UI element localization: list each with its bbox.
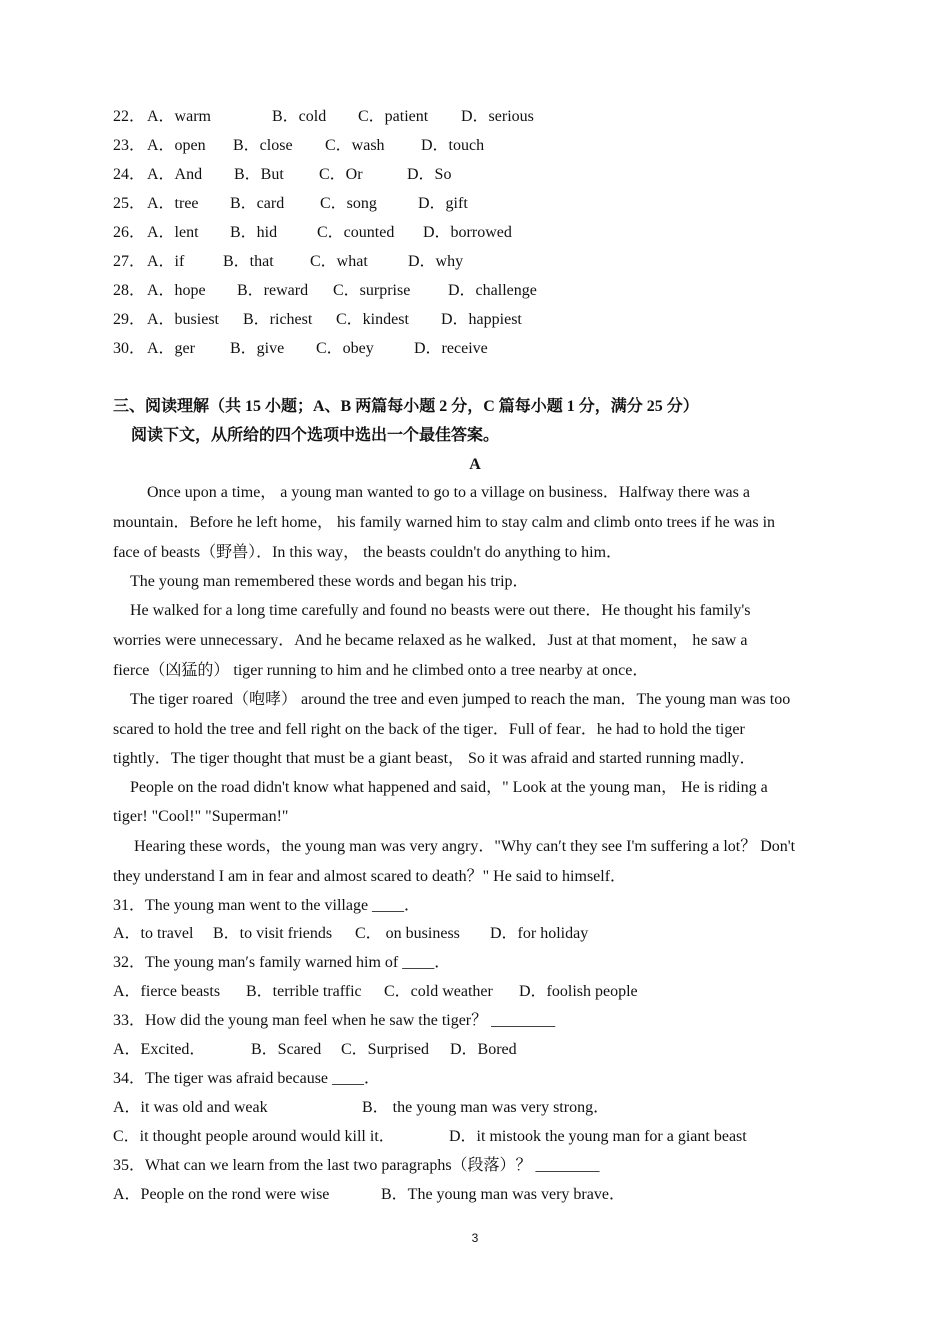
- option-d: D．foolish people: [519, 983, 638, 1000]
- option-a: A．hope: [147, 282, 206, 299]
- question-number: 25．: [113, 195, 146, 212]
- option-b: B．that: [223, 253, 274, 270]
- option-b: B．cold: [272, 108, 327, 125]
- option-b: B．richest: [243, 311, 313, 328]
- question-32: 32．The young man′s family warned him of ____．: [113, 954, 451, 971]
- option-a: A．Excited．: [113, 1041, 206, 1058]
- question-number: 27．: [113, 253, 146, 270]
- option-a: A．People on the rond were wise: [113, 1186, 330, 1203]
- option-c: C．patient: [358, 108, 429, 125]
- option-b: B．hid: [230, 224, 278, 241]
- option-a: A．ger: [147, 340, 195, 357]
- option-d: D．touch: [421, 137, 485, 154]
- option-a: A．if: [147, 253, 185, 270]
- question-number: 28．: [113, 282, 146, 299]
- option-a: A．busiest: [147, 311, 220, 328]
- passage-line: tiger! "Cool!" "Superman!": [113, 808, 289, 825]
- option-b: B．Scared: [251, 1041, 322, 1058]
- option-d: D．challenge: [448, 282, 537, 299]
- option-b: B．reward: [237, 282, 309, 299]
- passage-line: worries were unnecessary．And he became relaxed as he walked．Just at that moment， he saw a: [113, 632, 748, 649]
- option-d: D．receive: [414, 340, 488, 357]
- passage-line: tightly．The tiger thought that must be a giant beast， So it was afraid and started running madly．: [113, 750, 756, 767]
- question-number: 23．: [113, 137, 146, 154]
- option-a: A．tree: [147, 195, 199, 212]
- option-d: D．for holiday: [490, 925, 589, 942]
- question-number: 29．: [113, 311, 146, 328]
- passage-line: mountain．Before he left home， his family warned him to stay calm and climb onto trees if he was in: [113, 514, 776, 531]
- passage-line: Once upon a time， a young man wanted to go to a village on business．Halfway there was a: [147, 484, 750, 501]
- option-b: B．give: [230, 340, 285, 357]
- question-number: 26．: [113, 224, 146, 241]
- option-c: C．Surprised: [341, 1041, 430, 1058]
- passage-line: Hearing these words，the young man was very angry．"Why can′t they see I'm suffering a lot？ Don't: [134, 838, 796, 855]
- option-c: C．surprise: [333, 282, 411, 299]
- question-number: 30．: [113, 340, 146, 357]
- passage-line: scared to hold the tree and fell right on the back of the tiger．Full of fear．he had to hold the tiger: [113, 721, 745, 738]
- question-31: 31．The young man went to the village ____．: [113, 897, 421, 914]
- option-b: B．close: [233, 137, 293, 154]
- option-c: C．kindest: [336, 311, 409, 328]
- passage-title: A: [469, 456, 481, 473]
- question-33: 33．How did the young man feel when he saw the tiger？ ________: [113, 1012, 556, 1029]
- option-d: D．gift: [418, 195, 468, 212]
- option-d: D．serious: [461, 108, 534, 125]
- option-d: D．why: [408, 253, 464, 270]
- option-d: D．Bored: [450, 1041, 517, 1058]
- section-instruction: 阅读下文，从所给的四个选项中选出一个最佳答案。: [131, 427, 500, 444]
- option-d: D．it mistook the young man for a giant beast: [449, 1128, 747, 1145]
- section-heading: 三、阅读理解（共 15 小题；A、B 两篇每小题 2 分，C 篇每小题 1 分，满分 25 分）: [113, 398, 699, 415]
- passage-line: fierce（凶猛的） tiger running to him and he climbed onto a tree nearby at once．: [113, 662, 649, 679]
- option-c: C．Or: [319, 166, 363, 183]
- passage-line: People on the road didn't know what happened and said，" Look at the young man， He is riding a: [130, 779, 768, 796]
- option-d: D．So: [407, 166, 452, 183]
- passage-line: they understand I am in fear and almost scared to death？" He said to himself．: [113, 868, 627, 885]
- option-b: B．card: [230, 195, 285, 212]
- option-c: C．wash: [325, 137, 385, 154]
- option-b: B．But: [234, 166, 284, 183]
- option-c: C．song: [320, 195, 377, 212]
- option-d: D．happiest: [441, 311, 522, 328]
- option-a: A．it was old and weak: [113, 1099, 268, 1116]
- question-34: 34．The tiger was afraid because ____．: [113, 1070, 381, 1087]
- option-a: A．lent: [147, 224, 199, 241]
- passage-line: The tiger roared（咆哮） around the tree and even jumped to reach the man．The young man was too: [130, 691, 791, 708]
- option-c: C．it thought people around would kill it．: [113, 1128, 395, 1145]
- option-c: C．obey: [316, 340, 374, 357]
- option-c: C． on business: [355, 925, 460, 942]
- question-35: 35．What can we learn from the last two paragraphs（段落）？ ________: [113, 1157, 600, 1174]
- question-number: 22．: [113, 108, 146, 125]
- option-b: B．to visit friends: [213, 925, 333, 942]
- option-b: B． the young man was very strong．: [362, 1099, 610, 1116]
- option-b: B．terrible traffic: [246, 983, 362, 1000]
- option-c: C．counted: [317, 224, 395, 241]
- option-a: A．open: [147, 137, 206, 154]
- passage-line: The young man remembered these words and began his trip．: [130, 573, 529, 590]
- option-b: B．The young man was very brave．: [381, 1186, 625, 1203]
- passage-line: face of beasts（野兽）．In this way， the beasts couldn't do anything to him．: [113, 544, 623, 561]
- option-a: A．to travel: [113, 925, 194, 942]
- option-c: C．cold weather: [384, 983, 493, 1000]
- option-d: D．borrowed: [423, 224, 512, 241]
- page-number: 3: [471, 1231, 479, 1245]
- passage-line: He walked for a long time carefully and found no beasts were out there．He thought his family's: [130, 602, 751, 619]
- option-a: A．fierce beasts: [113, 983, 221, 1000]
- question-number: 24．: [113, 166, 146, 183]
- option-c: C．what: [310, 253, 368, 270]
- option-a: A．And: [147, 166, 203, 183]
- option-a: A．warm: [147, 108, 211, 125]
